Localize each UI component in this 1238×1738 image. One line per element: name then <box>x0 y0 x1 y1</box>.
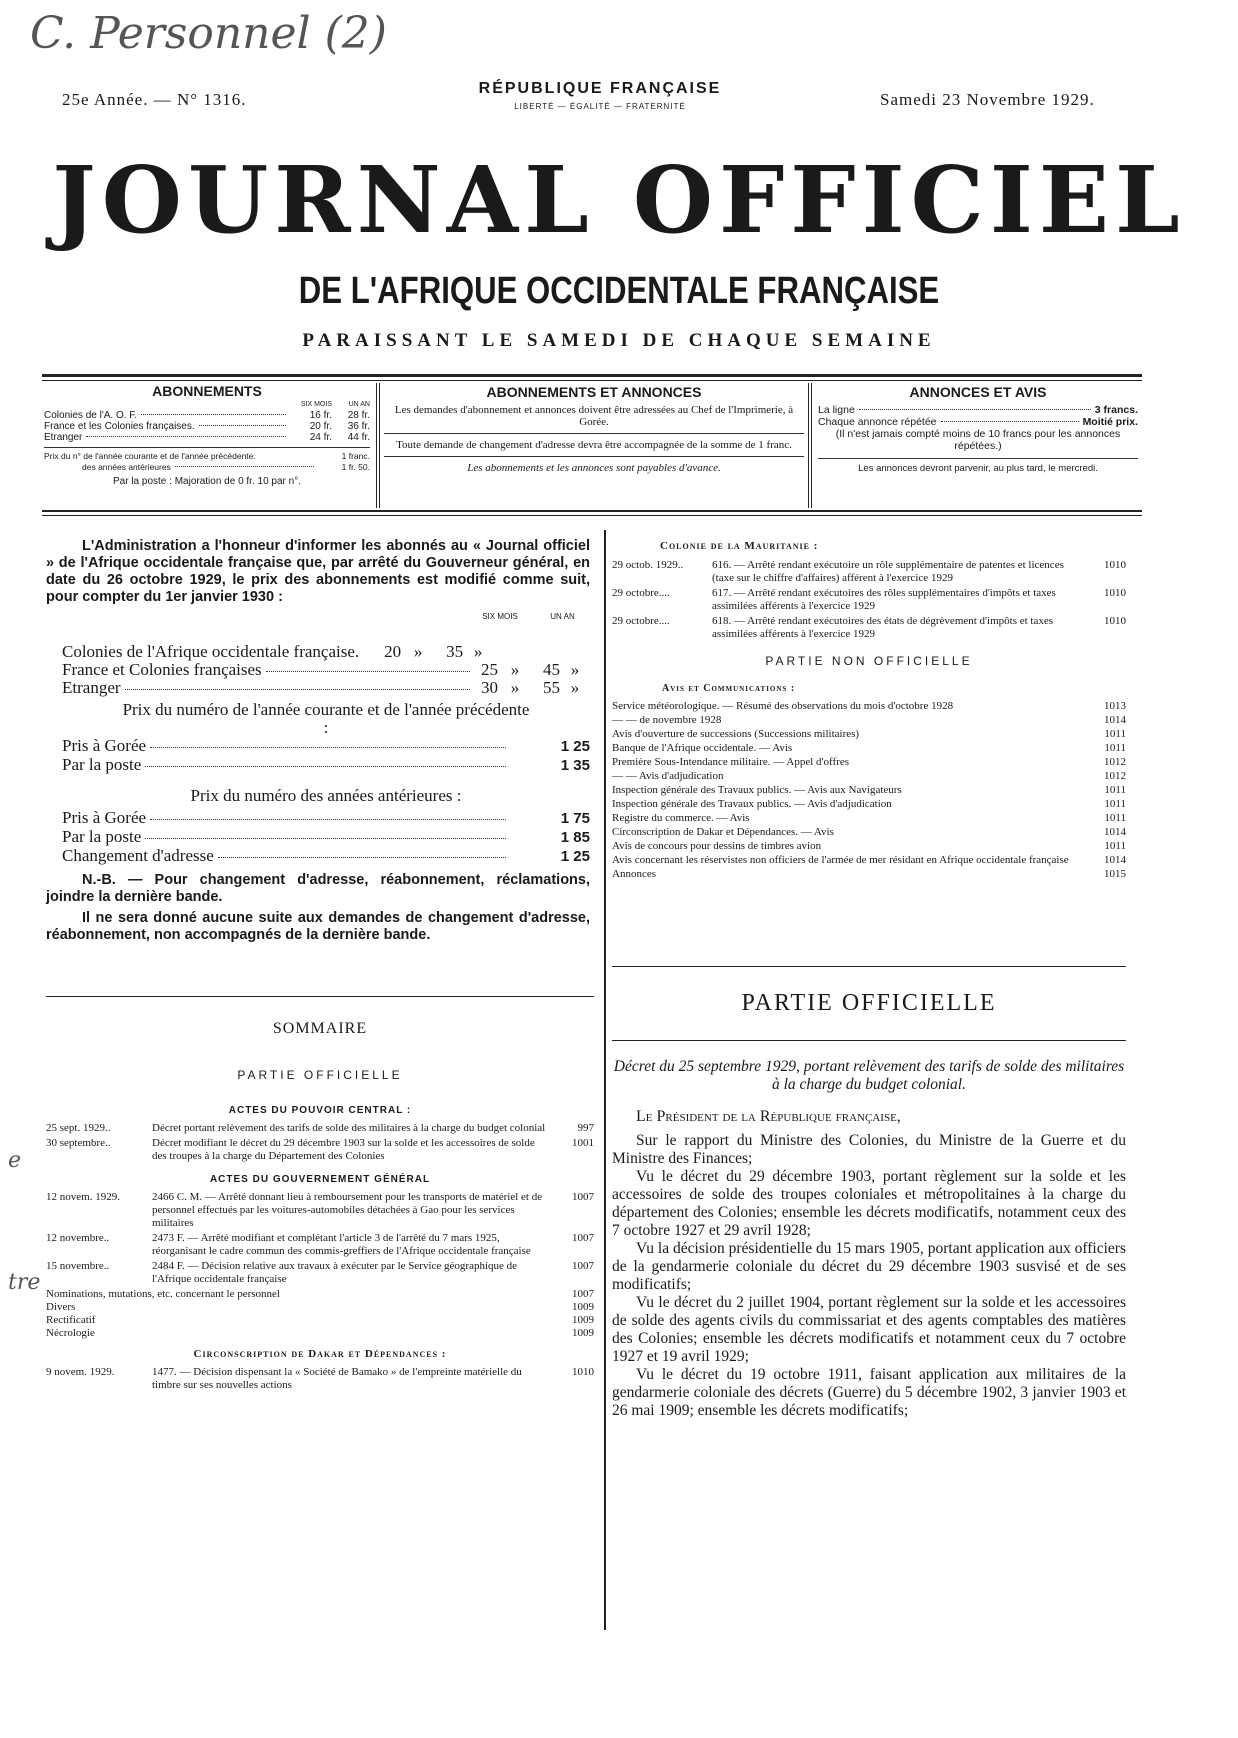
toc-text: — — de novembre 1928 <box>612 714 722 726</box>
toc-date: 29 octob. 1929.. <box>612 559 684 571</box>
box-divider <box>811 383 812 508</box>
toc-text: Avis de concours pour dessins de timbres avion <box>612 840 822 852</box>
motto: LIBERTÉ — ÉGALITÉ — FRATERNITÉ <box>514 102 686 111</box>
toc-page: 997 <box>577 1122 594 1134</box>
issue-date: Samedi 23 Novembre 1929. <box>880 90 1095 109</box>
right-toc <box>612 540 1126 882</box>
toc-text: Divers <box>46 1301 76 1313</box>
toc-misc <box>46 1301 594 1314</box>
notice-price-row <box>62 847 590 866</box>
rate-label: Colonies de l'Afrique occidentale française. <box>62 642 360 661</box>
price-val: 1 35 <box>560 757 590 774</box>
toc-text: Rectificatif <box>46 1314 96 1326</box>
toc-page: 1007 <box>572 1260 594 1272</box>
avis-entry <box>612 868 1126 881</box>
decret-paragraph: Vu le décret du 19 octobre 1911, faisant application aux militaires de la gendarmerie coloniale des décrets (Guerre) du 5 décembre 1902, 3 janvier 1903 et 26 mai 1909; ensemble les décrets modificatifs; <box>612 1366 1126 1419</box>
rate-year: 55 <box>543 678 560 697</box>
prix-val: 1 fr. 50. <box>341 462 370 472</box>
prix-label: Prix du n° de l'année courante et de l'année précédente. <box>44 451 256 461</box>
box-abonnements <box>44 383 370 487</box>
toc-page: 1014 <box>1104 826 1126 838</box>
toc-page: 1014 <box>1104 714 1126 726</box>
toc-entry <box>46 1137 594 1163</box>
toc-date: 15 novembre.. <box>46 1260 110 1272</box>
toc-misc <box>46 1327 594 1340</box>
rate-six: 16 fr. <box>309 410 332 421</box>
margin-mark: tre <box>8 1270 41 1295</box>
rate-year: 45 <box>543 660 560 679</box>
toc-page: 1009 <box>572 1301 594 1313</box>
avis-entry <box>612 784 1126 797</box>
notice-intro: L'Administration a l'honneur d'informer les abonnés au « Journal officiel » de l'Afrique occidentale française que, par arrêté du Gouverneur général, en date du 26 octobre 1929, le prix des abonnements est modifié comme suit, pour compter du 1er janvier 1930 : <box>46 538 590 605</box>
box-divider <box>808 383 809 508</box>
toc-misc <box>46 1314 594 1327</box>
toc-page: 1012 <box>1104 756 1126 768</box>
sommaire-title: SOMMAIRE <box>272 1020 368 1037</box>
toc-page: 1011 <box>1104 840 1126 852</box>
notice-rate-row <box>62 679 590 697</box>
toc-page: 1014 <box>1104 854 1126 866</box>
rate-label: Etranger <box>44 432 83 443</box>
box-annonces-avis <box>818 386 1138 475</box>
notice-rate-row <box>62 661 590 679</box>
rate-six: 30 <box>481 678 498 697</box>
notice-final: Il ne sera donné aucune suite aux demandes de changement d'adresse, réabonnement, non accompagnés de la dernière bande. <box>46 910 590 943</box>
toc-text: Circonscription de Dakar et Dépendances. — Avis <box>612 826 834 838</box>
toc-entry <box>46 1191 594 1230</box>
decret-paragraph: Sur le rapport du Ministre des Colonies, du Ministre de la Guerre et du Ministre des Finances; <box>612 1132 1126 1167</box>
section-rule <box>612 1040 1126 1041</box>
toc-page: 1001 <box>572 1137 594 1149</box>
toc-text: Service météorologique. — Résumé des observations du mois d'octobre 1928 <box>612 700 954 712</box>
toc-heading: ACTES DU GOUVERNEMENT GÉNÉRAL <box>209 1174 431 1185</box>
col-year: UN AN <box>550 612 575 621</box>
sommaire-partie: PARTIE OFFICIELLE <box>237 1068 403 1082</box>
rate-year: 36 fr. <box>347 421 370 432</box>
toc-date: 30 septembre.. <box>46 1137 111 1149</box>
toc-text: Nominations, mutations, etc. concernant le personnel <box>46 1288 280 1300</box>
decret-paragraph: Vu le décret du 2 juillet 1904, portant règlement sur la solde et les accessoires de solde des agents civils du commissariat et des agents comptables des matières des Colonies; ensemble les décrets modificatifs et notamment ceux du 7 octobre 1927 et 19 avril 1929; <box>612 1294 1126 1365</box>
toc-page: 1015 <box>1104 868 1126 880</box>
toc-page: 1007 <box>572 1191 594 1203</box>
toc-text: 617. — Arrêté rendant exécutoires des rôles supplémentaires d'impôts et taxes assimilées afférents à l'exercice 1929 <box>712 587 1056 612</box>
price-label: Changement d'adresse <box>62 846 214 865</box>
toc-text: 616. — Arrêté rendant exécutoire un rôle supplémentaire de patentes et licences (taxe sur le chiffre d'affaires) afférent à l'exercice 1929 <box>712 559 1064 584</box>
toc-page: 1011 <box>1104 784 1126 796</box>
toc-page: 1012 <box>1104 770 1126 782</box>
box-divider <box>376 383 377 508</box>
decret-title: Décret du 25 septembre 1929, portant relèvement des tarifs de solde des militaires à la charge du budget colonial. <box>613 1058 1125 1093</box>
price-val: 1 85 <box>560 829 590 846</box>
toc-text: 2466 C. M. — Arrêté donnant lieu à remboursement pour les transports de matériel et de personnel effectués par les voitures-automobiles détachées à Gao pour les services militaires <box>152 1191 543 1229</box>
toc-page: 1011 <box>1104 742 1126 754</box>
avis-entry <box>612 840 1126 853</box>
quote-mark: » <box>570 678 580 697</box>
box-divider <box>379 383 380 508</box>
avis-entry <box>612 854 1126 867</box>
avis-entry <box>612 770 1126 783</box>
poste-note: Par la poste : Majoration de 0 fr. 10 par n°. <box>113 476 301 487</box>
toc-page: 1011 <box>1104 812 1126 824</box>
toc-entry <box>46 1232 594 1258</box>
toc-text: Décret portant relèvement des tarifs de solde des militaires à la charge du budget colonial <box>152 1122 546 1134</box>
price-val: 1 25 <box>560 738 590 755</box>
rate-label: Etranger <box>62 678 121 697</box>
toc-date: 12 novembre.. <box>46 1232 110 1244</box>
decret-paragraph: Vu la décision présidentielle du 15 mars 1905, portant application aux officiers de la gendarmerie coloniale du décret du 29 décembre 1903 susvisé et de ses modificatifs; <box>612 1240 1126 1293</box>
toc-entry <box>46 1260 594 1286</box>
box-abonnements-annonces <box>384 386 804 474</box>
toc-entry <box>46 1366 594 1392</box>
decret-paragraph: Vu le décret du 29 décembre 1903, portant règlement sur la solde et les accessoires de solde des troupes coloniales et métropolitaines à la charge du département des Colonies; ensemble les décrets modificatifs, notamment ceux des 7 octobre 1927 et 29 avril 1928; <box>612 1168 1126 1239</box>
price-val: 1 75 <box>560 810 590 827</box>
toc-page: 1011 <box>1104 728 1126 740</box>
box-text: Toute demande de changement d'adresse devra être accompagnée de la somme de 1 franc. <box>396 439 792 451</box>
quote-mark: » <box>413 642 423 661</box>
toc-page: 1010 <box>1104 559 1126 571</box>
notice-block <box>46 538 590 944</box>
toc-date: 12 novem. 1929. <box>46 1191 120 1203</box>
toc-page: 1007 <box>572 1288 594 1300</box>
box-text: Les demandes d'abonnement et annonces doivent être adressées au Chef de l'Imprimerie, à Gorée. <box>394 404 794 428</box>
col-six: SIX MOIS <box>300 401 332 408</box>
rate-six: 25 <box>481 660 498 679</box>
notice-subheading: Prix du numéro des années antérieures : <box>190 786 462 805</box>
margin-mark: e <box>8 1148 22 1173</box>
journal-subtitle: DE L'AFRIQUE OCCIDENTALE FRANÇAISE <box>298 270 940 312</box>
rate-six: 24 fr. <box>309 432 332 443</box>
quote-mark: » <box>570 660 580 679</box>
column-divider <box>604 530 606 1630</box>
avis-entry <box>612 728 1126 741</box>
toc-text: 618. — Arrêté rendant exécutoires des états de dégrèvement d'impôts et taxes assimilées afférents à l'exercice 1929 <box>712 615 1054 640</box>
toc-date: 9 novem. 1929. <box>46 1366 115 1378</box>
toc-text: Banque de l'Afrique occidentale. — Avis <box>612 742 793 754</box>
rate-year: 28 fr. <box>347 410 370 421</box>
toc-text: Registre du commerce. — Avis <box>612 812 750 824</box>
toc-text: Avis d'ouverture de successions (Successions militaires) <box>612 728 860 740</box>
price-label: Pris à Gorée <box>62 736 147 755</box>
toc-entry <box>612 587 1126 613</box>
toc-heading: Circonscription de Dakar et Dépendances : <box>193 1348 447 1360</box>
avis-entry <box>612 812 1126 825</box>
toc-date: 29 octobre.... <box>612 615 670 627</box>
toc-text: 2484 F. — Décision relative aux travaux à exécuter par le Service géographique de l'Afrique occidentale française <box>152 1260 518 1285</box>
section-rule <box>612 966 1126 967</box>
avis-entry <box>612 756 1126 769</box>
toc-entry <box>612 615 1126 641</box>
annonce-label: La ligne <box>818 404 855 416</box>
rate-label: Colonies de l'A. O. F. <box>44 410 138 421</box>
toc-text: — — Avis d'adjudication <box>612 770 724 782</box>
toc-text: 1477. — Décision dispensant la « Société de Bamako » de l'empreinte matérielle du timbre sur ses nouvelles actions <box>152 1366 522 1391</box>
toc-page: 1010 <box>1104 615 1126 627</box>
section-rule <box>46 996 594 997</box>
handwritten-note: C. Personnel (2) <box>30 8 387 59</box>
decret-body <box>612 1132 1126 1420</box>
box-top-rule-thin <box>42 380 1142 381</box>
toc-entry <box>612 559 1126 585</box>
avis-entry <box>612 742 1126 755</box>
toc-text: Annonces <box>612 868 656 880</box>
price-label: Par la poste <box>62 755 142 774</box>
toc-text: Avis concernant les réservistes non officiers de l'armée de mer résidant en Afrique occidentale française <box>612 854 1069 866</box>
republic-label: RÉPUBLIQUE FRANÇAISE <box>478 80 722 97</box>
rate-year: 44 fr. <box>347 432 370 443</box>
tagline: PARAISSANT LE SAMEDI DE CHAQUE SEMAINE <box>302 330 936 351</box>
toc-heading: ACTES DU POUVOIR CENTRAL : <box>228 1105 412 1116</box>
toc-page: 1010 <box>572 1366 594 1378</box>
toc-heading: Avis et Communications : <box>662 683 796 694</box>
toc-page: 1007 <box>572 1232 594 1244</box>
toc-page: 1009 <box>572 1327 594 1339</box>
box-heading: ANNONCES ET AVIS <box>909 384 1047 400</box>
col-year: UN AN <box>348 401 370 408</box>
avis-list <box>612 700 1126 881</box>
price-val: 1 25 <box>560 848 590 865</box>
annonce-foot: Les annonces devront parvenir, au plus tard, le mercredi. <box>858 463 1098 474</box>
rate-year: 35 <box>446 642 464 661</box>
year-issue: 25e Année. — N° 1316. <box>62 90 247 109</box>
notice-price-row <box>62 828 590 847</box>
box-bottom-rule-thin <box>42 515 1142 516</box>
price-label: Pris à Gorée <box>62 808 147 827</box>
box-heading: ABONNEMENTS ET ANNONCES <box>486 384 702 400</box>
toc-text: Décret modifiant le décret du 29 décembre 1903 sur la solde et les accessoires de solde des troupes à la charge du Département des Colonies <box>152 1137 535 1162</box>
notice-price-row <box>62 756 590 775</box>
rate-six: 20 <box>384 642 402 661</box>
annonce-note: (Il n'est jamais compté moins de 10 francs pour les annonces répétées.) <box>835 428 1121 452</box>
avis-entry <box>612 700 1126 713</box>
notice-subheading: Prix du numéro de l'année courante et de l'année précédente : <box>122 700 530 737</box>
toc-text: Première Sous-Intendance militaire. — Appel d'offres <box>612 756 849 768</box>
toc-text: 2473 F. — Arrêté modifiant et complétant l'article 3 de l'arrêté du 7 mars 1925, réorganisant le cadre commun des commis-greffiers de l'Afrique occidentale française <box>152 1232 531 1257</box>
rate-six: 20 fr. <box>309 421 332 432</box>
sommaire-list <box>46 1104 594 1394</box>
prix-label: des années antérieures <box>82 462 171 472</box>
avis-entry <box>612 826 1126 839</box>
avis-entry <box>612 798 1126 811</box>
prix-val: 1 franc. <box>341 451 370 461</box>
box-bottom-rule <box>42 510 1142 512</box>
notice-price-row <box>62 809 590 828</box>
toc-page: 1010 <box>1104 587 1126 599</box>
quote-mark: » <box>510 678 520 697</box>
president-line: Le Président de la République française, <box>636 1108 901 1125</box>
quote-mark: » <box>473 642 483 661</box>
journal-title: JOURNAL OFFICIEL <box>52 146 1186 254</box>
toc-entry <box>46 1122 594 1135</box>
quote-mark: » <box>510 660 520 679</box>
notice-rate-row <box>62 643 590 661</box>
toc-heading: Colonie de la Mauritanie : <box>660 540 819 552</box>
toc-text: Inspection générale des Travaux publics. — Avis d'adjudication <box>612 798 892 810</box>
annonce-val: Moitié prix. <box>1082 416 1138 428</box>
box-text: Les abonnements et les annonces sont payables d'avance. <box>467 462 721 474</box>
avis-entry <box>612 714 1126 727</box>
toc-misc <box>46 1288 594 1301</box>
toc-text: Nécrologie <box>46 1327 95 1339</box>
toc-page: 1013 <box>1104 700 1126 712</box>
annonce-label: Chaque annonce répétée <box>818 416 937 428</box>
toc-date: 29 octobre.... <box>612 587 670 599</box>
annonce-val: 3 francs. <box>1094 404 1138 416</box>
notice-nb: N.-B. — Pour changement d'adresse, réabonnement, réclamations, joindre la dernière bande. <box>46 872 590 905</box>
toc-page: 1011 <box>1104 798 1126 810</box>
toc-text: Inspection générale des Travaux publics. — Avis aux Navigateurs <box>612 784 902 796</box>
rate-label: France et Colonies françaises <box>62 660 262 679</box>
non-officielle-heading: PARTIE NON OFFICIELLE <box>765 654 973 668</box>
toc-date: 25 sept. 1929.. <box>46 1122 111 1134</box>
toc-page: 1009 <box>572 1314 594 1326</box>
col-six: SIX MOIS <box>482 612 518 621</box>
notice-price-row <box>62 737 590 756</box>
partie-officielle-heading: PARTIE OFFICIELLE <box>741 990 997 1016</box>
price-label: Par la poste <box>62 827 142 846</box>
rate-label: France et les Colonies françaises. <box>44 421 195 432</box>
box-heading: ABONNEMENTS <box>152 383 262 399</box>
box-top-rule <box>42 374 1142 377</box>
